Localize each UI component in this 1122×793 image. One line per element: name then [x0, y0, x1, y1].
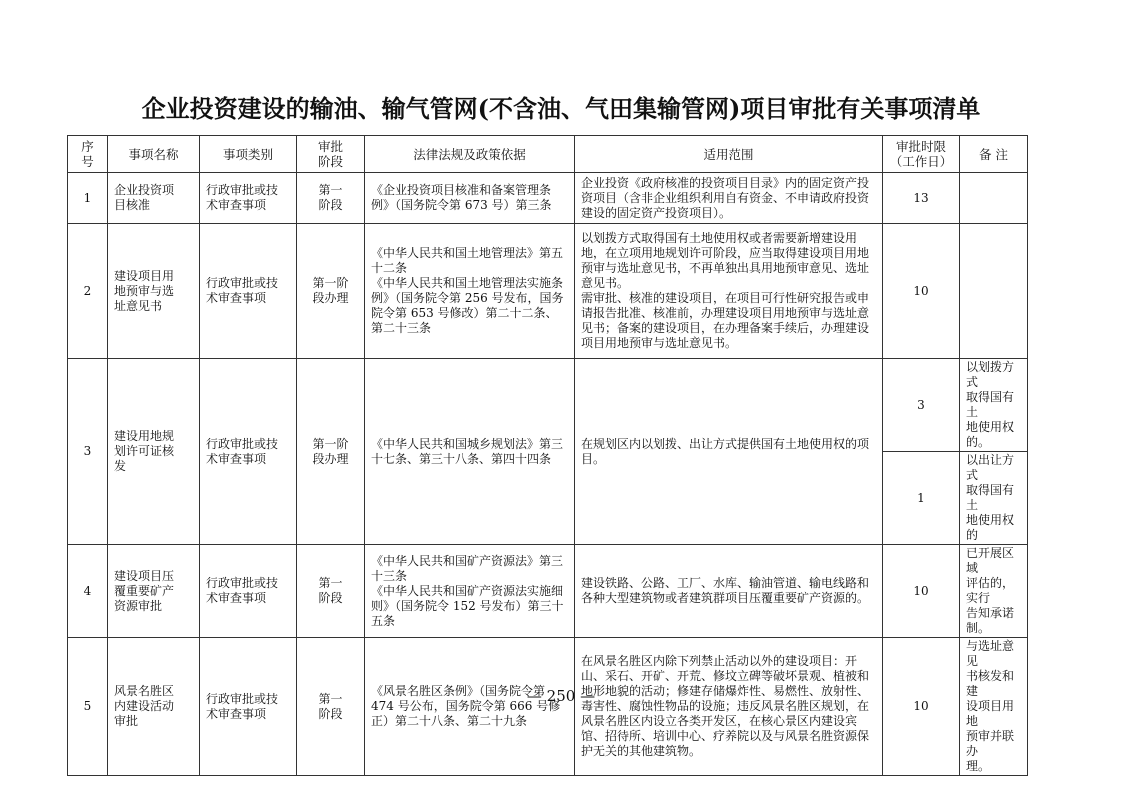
row-item-name: 风景名胜区 内建设活动 审批 — [108, 638, 200, 776]
row-seq: 2 — [68, 224, 108, 359]
header-remark: 备 注 — [960, 136, 1028, 173]
row-time-limit: 1 — [883, 452, 960, 545]
header-scope: 适用范围 — [575, 136, 883, 173]
row-remark: 以划拨方式 取得国有土 地使用权的。 — [960, 359, 1028, 452]
page-number: — 250 — — [526, 687, 596, 705]
row-time-limit: 10 — [883, 545, 960, 638]
table-row — [68, 173, 1028, 224]
row-item-category: 行政审批或技 术审查事项 — [200, 173, 297, 224]
row-remark: 已开展区域 评估的，实行 告知承诺制。 — [960, 545, 1028, 638]
row-item-category: 行政审批或技 术审查事项 — [200, 224, 297, 359]
row-legal-basis: 《风景名胜区条例》（国务院令第 474 号公布，国务院令第 666 号修正）第二十八条、第二十九条 — [365, 638, 575, 776]
row-item-name: 建设用地规 划许可证核 发 — [108, 359, 200, 545]
row-scope: 企业投资《政府核准的投资项目目录》内的固定资产投资项目（含非企业组织利用自有资金、不申请政府投资建设的固定资产投资项目）。 — [575, 173, 883, 224]
row-scope: 在规划区内以划拨、出让方式提供国有土地使用权的项目。 — [575, 359, 883, 545]
row-approval-stage: 第一 阶段 — [297, 638, 365, 776]
row-approval-stage: 第一阶 段办理 — [297, 359, 365, 545]
approval-items-table — [67, 135, 1028, 776]
table-row — [68, 638, 1028, 776]
row-seq: 4 — [68, 545, 108, 638]
row-item-name: 建设项目用 地预审与选 址意见书 — [108, 224, 200, 359]
row-legal-basis: 《中华人民共和国城乡规划法》第三十七条、第三十八条、第四十四条 — [365, 359, 575, 545]
row-approval-stage: 第一 阶段 — [297, 545, 365, 638]
row-item-category: 行政审批或技 术审查事项 — [200, 359, 297, 545]
row-time-limit: 10 — [883, 638, 960, 776]
header-time-limit: 审批时限 （工作日） — [883, 136, 960, 173]
header-seq: 序 号 — [68, 136, 108, 173]
row-time-limit: 3 — [883, 359, 960, 452]
row-scope: 建设铁路、公路、工厂、水库、输油管道、输电线路和各种大型建筑物或者建筑群项目压覆重要矿产资源的。 — [575, 545, 883, 638]
row-time-limit: 10 — [883, 224, 960, 359]
row-seq: 5 — [68, 638, 108, 776]
row-seq: 3 — [68, 359, 108, 545]
row-remark — [960, 173, 1028, 224]
row-approval-stage: 第一阶 段办理 — [297, 224, 365, 359]
row-time-limit: 13 — [883, 173, 960, 224]
row-scope: 在风景名胜区内除下列禁止活动以外的建设项目：开山、采石、开矿、开荒、修坟立碑等破坏景观、植被和地形地貌的活动；修建存储爆炸性、易燃性、放射性、毒害性、腐蚀性物品的设施；违反风景名胜区规划，在风景名胜区内设立各类开发区，在核心景区内建设宾馆、招待所、培训中心、疗养院以及与风景名胜资源保护无关的其他建筑物。 — [575, 638, 883, 776]
row-seq: 1 — [68, 173, 108, 224]
row-item-category: 行政审批或技 术审查事项 — [200, 545, 297, 638]
table-row — [68, 545, 1028, 638]
row-legal-basis: 《中华人民共和国矿产资源法》第三十三条 《中华人民共和国矿产资源法实施细则》（国务院令 152 号发布）第三十五条 — [365, 545, 575, 638]
row-approval-stage: 第一 阶段 — [297, 173, 365, 224]
row-legal-basis: 《企业投资项目核准和备案管理条例》（国务院令第 673 号）第三条 — [365, 173, 575, 224]
row-scope: 以划拨方式取得国有土地使用权或者需要新增建设用地，在立项用地规划许可阶段，应当取得建设项目用地预审与选址意见书，不再单独出具用地预审意见、选址意见书。 需审批、核准的建设项目，在项目可行性研究报告或申请报告批准、核准前，办理建设项目用地预审与选址意见书；备案的建设项目，在办理备案手续后，办理建设项目用地预审与选址意见书。 — [575, 224, 883, 359]
table-header-row — [68, 136, 1028, 173]
row-remark — [960, 224, 1028, 359]
row-item-category: 行政审批或技 术审查事项 — [200, 638, 297, 776]
row-item-name: 企业投资项 目核准 — [108, 173, 200, 224]
header-item-category: 事项类别 — [200, 136, 297, 173]
row-remark: 以出让方式 取得国有土 地使用权的 — [960, 452, 1028, 545]
header-legal-basis: 法律法规及政策依据 — [365, 136, 575, 173]
row-item-name: 建设项目压 覆重要矿产 资源审批 — [108, 545, 200, 638]
row-remark: 与选址意见 书核发和建 设项目用地 预审并联办 理。 — [960, 638, 1028, 776]
header-item-name: 事项名称 — [108, 136, 200, 173]
header-approval-stage: 审批 阶段 — [297, 136, 365, 173]
table-row — [68, 359, 1028, 452]
table-row — [68, 224, 1028, 359]
document-title: 企业投资建设的输油、输气管网(不含油、气田集输管网)项目审批有关事项清单 — [141, 94, 981, 123]
row-legal-basis: 《中华人民共和国土地管理法》第五十二条 《中华人民共和国土地管理法实施条例》（国务院令第 256 号发布，国务院令第 653 号修改）第二十二条、第二十三条 — [365, 224, 575, 359]
